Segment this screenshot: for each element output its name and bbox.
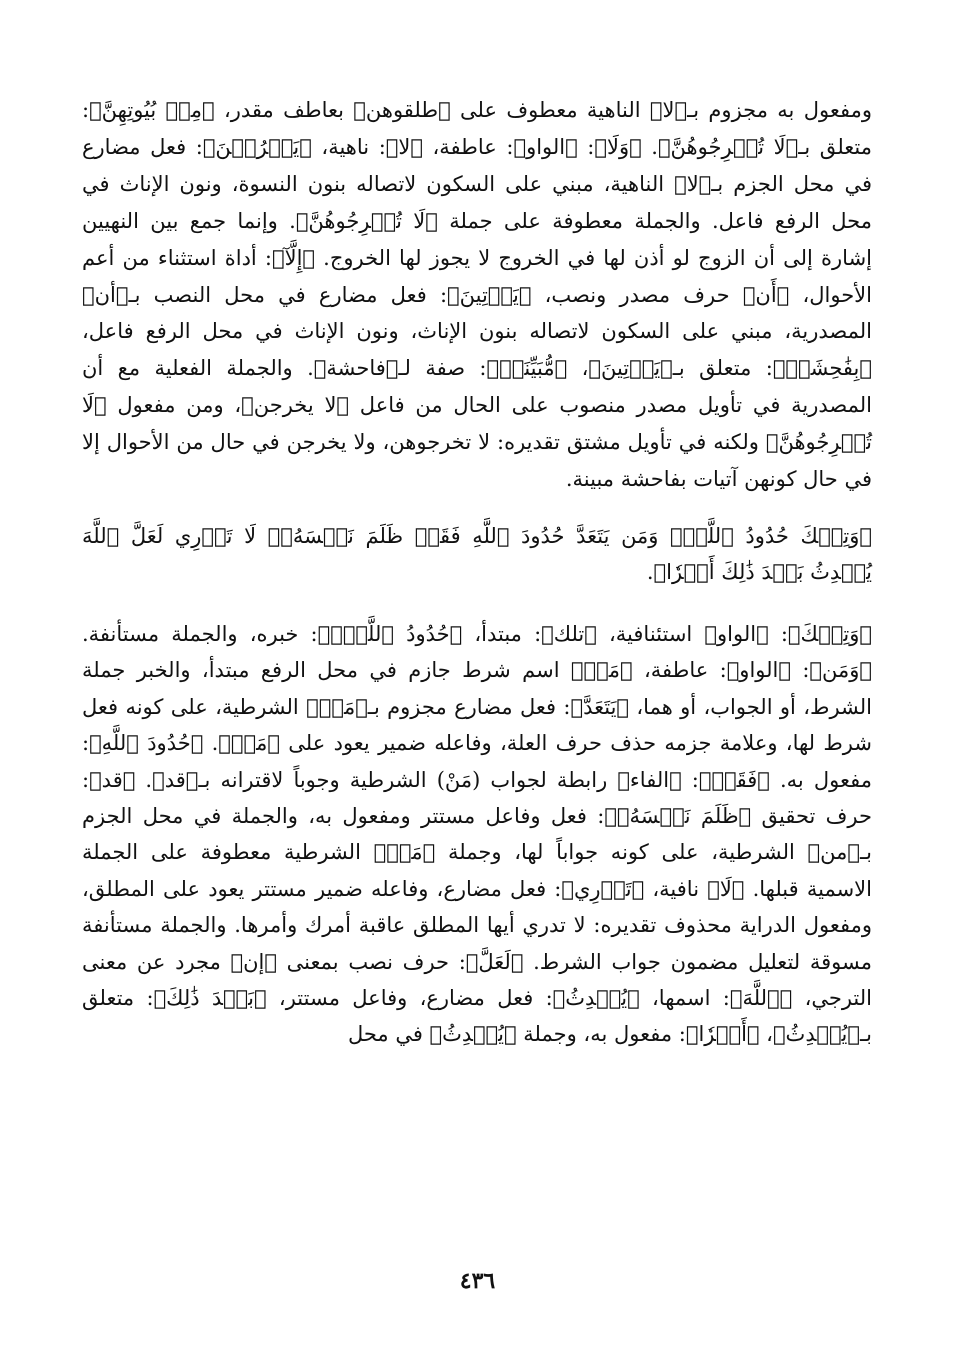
page-number: ٤٣٦: [459, 1268, 496, 1294]
page-body: [82, 92, 872, 1053]
paragraph-commentary-2: ﴿وَتِلۡكَ﴾: ﴿الواو﴾ استئنافية، ﴿تلك﴾: مبتدأ، ﴿حُدُودُ ٱللَّهِۚ﴾: خبره، والجملة مستأنفة. ﴿وَمَن﴾: ﴿الواو﴾: عاطفة، ﴿مَنۡ﴾ اسم شرط جازم في محل الرفع مبتدأ، والخبر جملة الشرط، أو الجواب، أو هما، ﴿يَتَعَدَّ﴾: فعل مضارع مجزوم بـ﴿مَنۡ﴾ الشرطية، على كونه فعل شرط لها، وعلامة جزمه حذف حرف العلة، وفاعله ضمير يعود على ﴿مَنۡ﴾. ﴿حُدُودَ ٱللَّهِ﴾: مفعول به. ﴿فَقَدۡ﴾: ﴿الفاء﴾ رابطة لجواب (مَنْ) الشرطية وجوباً لاقترانه بـ﴿قد﴾. ﴿قد﴾: حرف تحقيق ﴿ظَلَمَ نَفۡسَهُۥ﴾: فعل وفاعل مستتر ومفعول به، والجملة في محل الجزم بـ﴿من﴾ الشرطية، على كونه جواباً لها، وجملة ﴿مَنۡ﴾ الشرطية معطوفة على الجملة الاسمية قبلها. ﴿لَا﴾ نافية، ﴿تَدۡرِي﴾: فعل مضارع، وفاعله ضمير مستتر يعود على المطلق، ومفعول الدراية محذوف تقديره: لا تدري أيها المطلق عاقبة أمرك وأمرها. والجملة مستأنفة مسوقة لتعليل مضمون جواب الشرط. ﴿لَعَلَّ﴾: حرف نصب بمعنى ﴿إن﴾ مجرد عن معنى الترجي، ﴿ٱللَّهَ﴾: اسمها، ﴿يُحۡدِثُ﴾: فعل مضارع، وفاعل مستتر، ﴿بَعۡدَ ذَٰلِكَ﴾: متعلق بـ﴿يُحۡدِثُ﴾، ﴿أَمۡرٗا﴾: مفعول به، وجملة ﴿يُحۡدِثُ﴾ في محل: [82, 621, 872, 1047]
quran-verse: ﴿وَتِلۡكَ حُدُودُ ٱللَّهِۚ وَمَن يَتَعَدَّ حُدُودَ ٱللَّهِ فَقَدۡ ظَلَمَ نَفۡسَهُۥۚ لَا تَدۡرِي لَعَلَّ ٱللَّهَ يُحۡدِثُ بَعۡدَ ذَٰلِكَ أَمۡرٗا﴾.: [82, 523, 872, 584]
paragraph-commentary-1: ومفعول به مجزوم بـ﴿لا﴾ الناهية معطوف على ﴿طلقوهن﴾ بعاطف مقدر، ﴿مِنۢ بُيُوتِهِنَّ﴾: متعلق بـ﴿لَا تُخۡرِجُوهُنَّ﴾. ﴿وَلَا﴾: ﴿الواو﴾: عاطفة، ﴿لا﴾: ناهية، ﴿يَخۡرُجۡنَ﴾: فعل مضارع في محل الجزم بـ﴿لا﴾ الناهية، مبني على السكون لاتصاله بنون النسوة، ونون الإناث في محل الرفع فاعل. والجملة معطوفة على جملة ﴿لَا تُخۡرِجُوهُنَّ﴾. وإنما جمع بين النهيين إشارة إلى أن الزوج لو أذن لها في الخروج لا يجوز لها الخروج. ﴿إِلَّآ﴾: أداة استثناء من أعم الأحوال، ﴿أَن﴾ حرف مصدر ونصب، ﴿يَأۡتِينَ﴾: فعل مضارع في محل النصب بـ﴿أن﴾ المصدرية، مبني على السكون لاتصاله بنون الإناث، ونون الإناث في محل الرفع فاعل، ﴿بِفَٰحِشَةٖ﴾: متعلق بـ﴿يَأۡتِينَ﴾، ﴿مُّبَيِّنَةٖ﴾: صفة لـ﴿فاحشة﴾. والجملة الفعلية مع أن المصدرية في تأويل مصدر منصوب على الحال من فاعل ﴿لا يخرجن﴾، ومن مفعول ﴿لَا تُخۡرِجُوهُنَّ﴾ ولكنه في تأويل مشتق تقديره: لا تخرجوهن، ولا يخرجن في حال من الأحوال إلا في حال كونهن آتيات بفاحشة مبينة.: [82, 98, 872, 492]
